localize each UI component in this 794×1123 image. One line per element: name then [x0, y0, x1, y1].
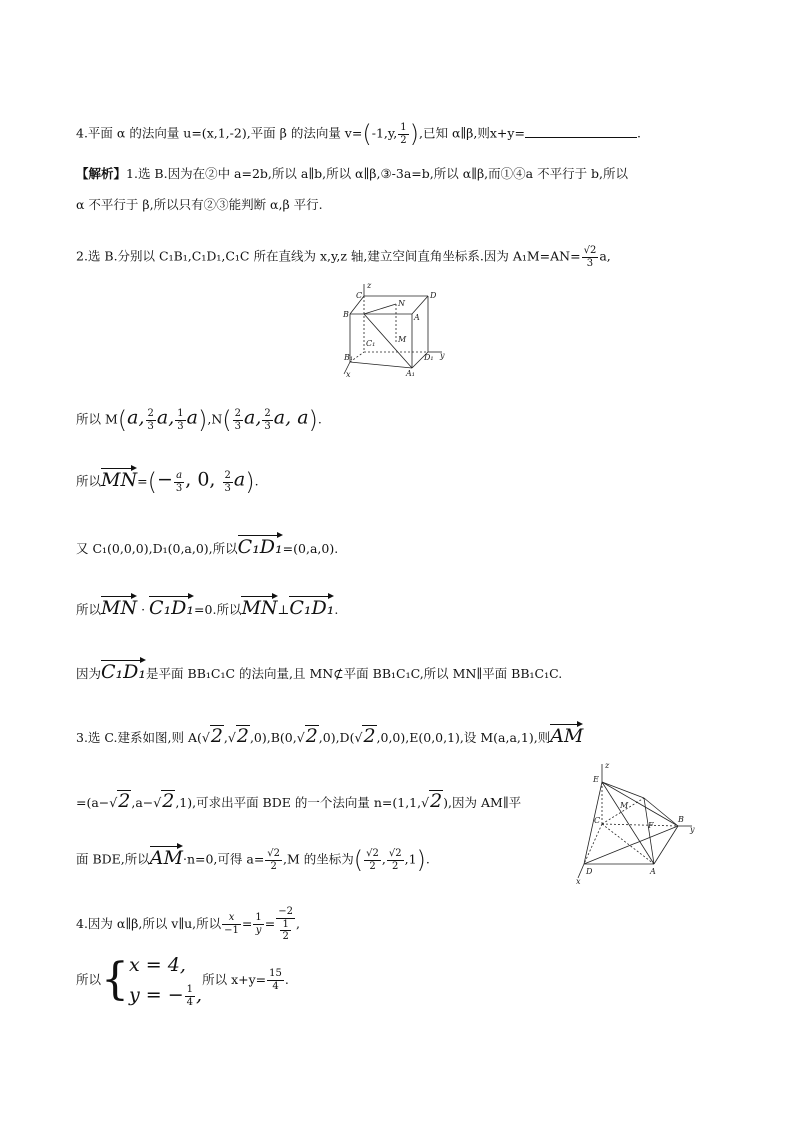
svg-text:z: z [605, 761, 610, 770]
svg-text:N: N [398, 299, 405, 308]
solution-3-line-1: 3.选 C.建系如图,则 A(√2,√2,0),B(0,√2,0),D(√2,0,0),E(0,0,1),设 M(a,a,1),则AM [76, 725, 584, 747]
svg-text:B₁: B₁ [344, 353, 354, 362]
solution-3-line-3: 面 BDE,所以AM·n=0,可得 a= $\frac{√2}{2}$ ,M 的坐标为( $\frac{√2}{2}$ , $\frac{√2}{2}$ ,1). [76, 846, 430, 874]
question-4: 4.平面 α 的法向量 u=(x,1,-2),平面 β 的法向量 v=(-1,y, $\frac{1}{2}$ ),已知 α∥β,则x+y= . [76, 120, 641, 148]
svg-text:D₁: D₁ [424, 353, 434, 362]
svg-text:A: A [414, 313, 420, 322]
solution-2-line-1: 2.选 B.分别以 C₁B₁,C₁D₁,C₁C 所在直线为 x,y,z 轴,建立空间直角坐标系.因为 A₁M=AN= $\frac{√2}{3}$ a, [76, 245, 611, 269]
pyramid-figure [572, 760, 702, 886]
solution-2-m-n: 所以 M(a, $\frac{2}{3}$ a, $\frac{1}{3}$ a),N( $\frac{2}{3}$ a, $\frac{2}{3}$ a, a). [76, 406, 322, 434]
answer-blank [525, 127, 637, 138]
svg-text:C: C [356, 291, 363, 300]
svg-text:z: z [367, 281, 372, 290]
solution-2-normal: 因为C₁D₁是平面 BB₁C₁C 的法向量,且 MN⊄平面 BB₁C₁C,所以 MN∥平面 BB₁C₁C. [76, 661, 563, 683]
solution-4-line-2: 所以{x = 4, y = − $\frac{1}{4}$ ,所以 x+y= $\frac{15}{4}$ . [76, 954, 289, 1008]
svg-text:y: y [690, 825, 695, 834]
solution-1-line-1: 【解析】1.选 B.因为在②中 a=2b,所以 a∥b,所以 α∥β,③-3a=b,所以 α∥β,而①④a 不平行于 b,所以 [76, 166, 629, 181]
svg-text:E: E [593, 775, 599, 784]
svg-text:A: A [650, 867, 656, 876]
svg-text:A₁: A₁ [406, 369, 415, 378]
svg-text:M: M [620, 801, 629, 810]
svg-text:F: F [648, 821, 654, 830]
svg-text:B: B [343, 310, 349, 319]
svg-text:D: D [430, 291, 437, 300]
solution-4-line-1: 4.因为 α∥β,所以 v∥u,所以 $\frac{x}{-1}$ = $\frac{1}{y}$ = $\frac{-2}{\frac{1}{2}}$ , [76, 906, 300, 942]
solution-3-line-2: =(a−√2,a−√2,1),可求出平面 BDE 的一个法向量 n=(1,1,√2),因为 AM∥平 [76, 790, 522, 812]
solution-2-c1d1: 又 C₁(0,0,0),D₁(0,a,0),所以C₁D₁=(0,a,0). [76, 536, 339, 558]
svg-text:x: x [346, 370, 351, 379]
svg-text:y: y [440, 351, 445, 360]
solution-1-line-2: α 不平行于 β,所以只有②③能判断 α,β 平行. [76, 197, 323, 212]
cube-figure [343, 281, 450, 379]
svg-text:C: C [594, 816, 601, 825]
solution-2-dot: 所以MN · C₁D₁=0.所以MN⊥C₁D₁. [76, 597, 339, 619]
solution-2-mn-vector: 所以MN=(− $\frac{a}{3}$ , 0, $\frac{2}{3}$ a). [76, 468, 259, 496]
svg-text:B: B [678, 815, 684, 824]
svg-text:M: M [398, 335, 407, 344]
svg-text:x: x [576, 877, 581, 886]
svg-text:D: D [586, 867, 593, 876]
svg-text:C₁: C₁ [366, 339, 376, 348]
